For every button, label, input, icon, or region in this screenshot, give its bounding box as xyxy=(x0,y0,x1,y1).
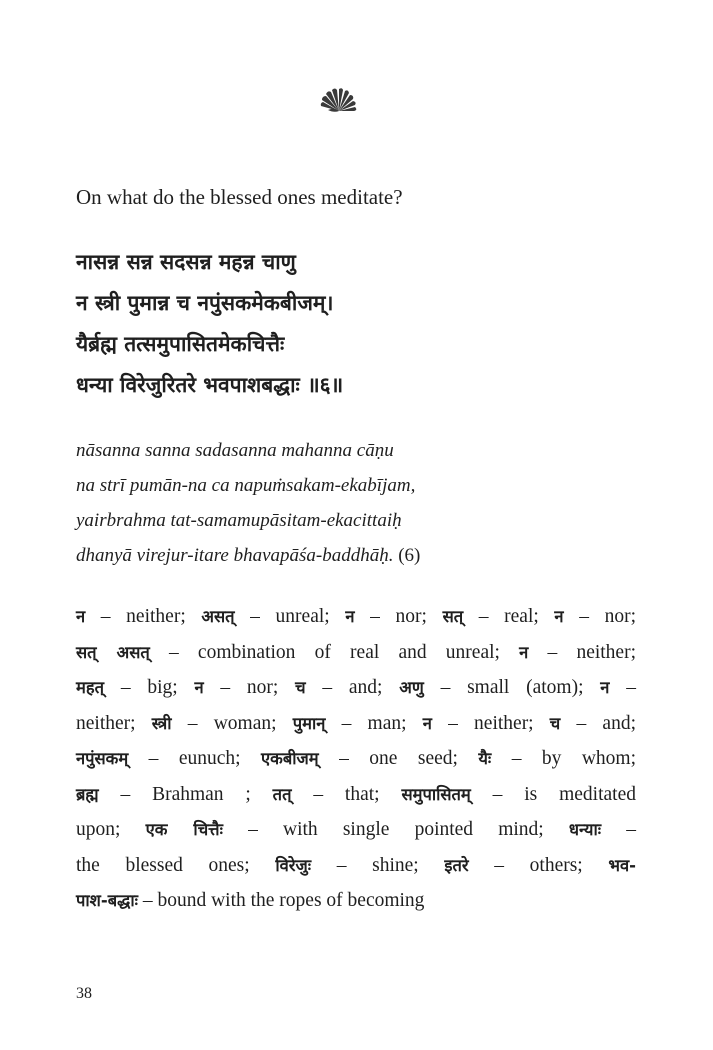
sanskrit-term: च xyxy=(295,678,306,697)
sanskrit-term: अणु xyxy=(399,678,424,697)
gloss-line xyxy=(76,599,636,635)
sanskrit-term: न xyxy=(76,607,86,626)
gloss-line xyxy=(76,812,636,848)
sanskrit-term: असत् xyxy=(201,607,235,626)
sanskrit-term: न xyxy=(422,713,432,733)
sanskrit-term: इतरे xyxy=(444,855,469,875)
sanskrit-term: पुमान् xyxy=(292,713,326,733)
gloss-text: – and; xyxy=(560,712,636,734)
gloss-text: – that; xyxy=(291,783,402,805)
sanskrit-term: ब्रह्म xyxy=(76,784,99,804)
sanskrit-term: भव- xyxy=(608,855,636,875)
gloss-text: – xyxy=(601,819,637,840)
sanskrit-term: न xyxy=(345,607,355,626)
gloss-line xyxy=(76,883,636,919)
gloss-text: – by whom; xyxy=(491,748,636,769)
gloss-text: – unreal; xyxy=(234,606,346,627)
gloss-text: – bound with the ropes of becoming xyxy=(137,890,425,911)
translit-line: nāsanna sanna sadasanna mahanna cāṇu xyxy=(76,440,394,461)
gloss-text: – others; xyxy=(468,854,609,876)
translit-line: yairbrahma tat-samamupāsitam-ekacittaiḥ xyxy=(76,510,402,531)
gloss-line xyxy=(76,670,636,706)
sanskrit-term: महत् xyxy=(76,678,105,697)
verse-number: (6) xyxy=(398,545,421,566)
gloss-text: – neither; xyxy=(85,606,202,627)
gloss-text: – Brahman ; xyxy=(98,783,273,805)
page-number: 38 xyxy=(76,985,92,1002)
gloss-text: – neither; xyxy=(528,641,637,663)
sanskrit-term: विरेजुः xyxy=(275,855,312,875)
gloss-text: – is meditated xyxy=(470,783,636,805)
gloss-line xyxy=(76,706,636,742)
sanskrit-verse xyxy=(76,242,636,406)
sanskrit-term: च xyxy=(549,713,561,733)
sanskrit-term: तत् xyxy=(272,784,292,804)
lotus-fan-ornament-icon xyxy=(318,84,360,114)
verse-line: धन्या विरेजुरितरे भवपाशबद्धाः ॥६॥ xyxy=(76,373,344,397)
gloss-text: – man; xyxy=(325,712,423,734)
gloss-text: neither; xyxy=(76,712,152,734)
gloss-text: – real; xyxy=(463,606,555,627)
translit-line: na strī pumān-na ca napuṁsakam-ekabījam, xyxy=(76,475,416,496)
sanskrit-term: सत् xyxy=(442,607,464,626)
sanskrit-term: यैः xyxy=(478,749,492,768)
gloss-line xyxy=(76,741,636,777)
sanskrit-term: न xyxy=(554,607,564,626)
gloss-text: – combination of real and unreal; xyxy=(149,641,520,663)
gloss-text: – nor; xyxy=(203,677,296,698)
gloss-line xyxy=(76,777,636,813)
gloss-text: – eunuch; xyxy=(128,748,262,769)
verse-line: यैर्ब्रह्म तत्समुपासितमेकचित्तैः xyxy=(76,332,285,356)
gloss-text: – nor; xyxy=(563,606,636,627)
sanskrit-term: धन्याः xyxy=(568,820,602,839)
gloss-line xyxy=(76,635,636,671)
gloss-text: – small (atom); xyxy=(423,677,601,698)
verse-line: नासन्न सन्न सदसन्न महन्न चाणु xyxy=(76,250,296,274)
transliteration xyxy=(76,433,636,573)
gloss-text: – shine; xyxy=(311,854,445,876)
verse-line: न स्त्री पुमान्न च नपुंसकमेकबीजम्। xyxy=(76,291,334,315)
sanskrit-term: स्त्री xyxy=(151,713,172,733)
sanskrit-term: एकबीजम् xyxy=(261,749,319,768)
sanskrit-term: न xyxy=(194,678,204,697)
gloss-line xyxy=(76,848,636,884)
gloss-text: – and; xyxy=(305,677,400,698)
gloss-text: – nor; xyxy=(354,606,443,627)
gloss-text: – neither; xyxy=(431,712,550,734)
sanskrit-term: नपुंसकम् xyxy=(76,749,129,768)
sanskrit-term: एक चित्तैः xyxy=(145,820,223,839)
gloss-text: – one seed; xyxy=(318,748,479,769)
sanskrit-term: पाश-बद्धाः xyxy=(76,891,138,910)
gloss-text: – woman; xyxy=(171,712,293,734)
gloss-text: – with single pointed mind; xyxy=(222,819,569,840)
word-meanings xyxy=(76,599,636,919)
sanskrit-term: न xyxy=(600,678,610,697)
sanskrit-term: समुपासितम् xyxy=(401,784,471,804)
gloss-text: – big; xyxy=(104,677,195,698)
gloss-text: – xyxy=(609,677,636,698)
sanskrit-term: न xyxy=(519,642,529,662)
sanskrit-term: सत् असत् xyxy=(76,642,150,662)
translit-line: dhanyā virejur-itare bhavapāśa-baddhāḥ. (6) xyxy=(76,545,421,566)
gloss-text: upon; xyxy=(76,819,146,840)
question-heading: On what do the blessed ones meditate? xyxy=(76,185,403,209)
gloss-text: the blessed ones; xyxy=(76,854,276,876)
